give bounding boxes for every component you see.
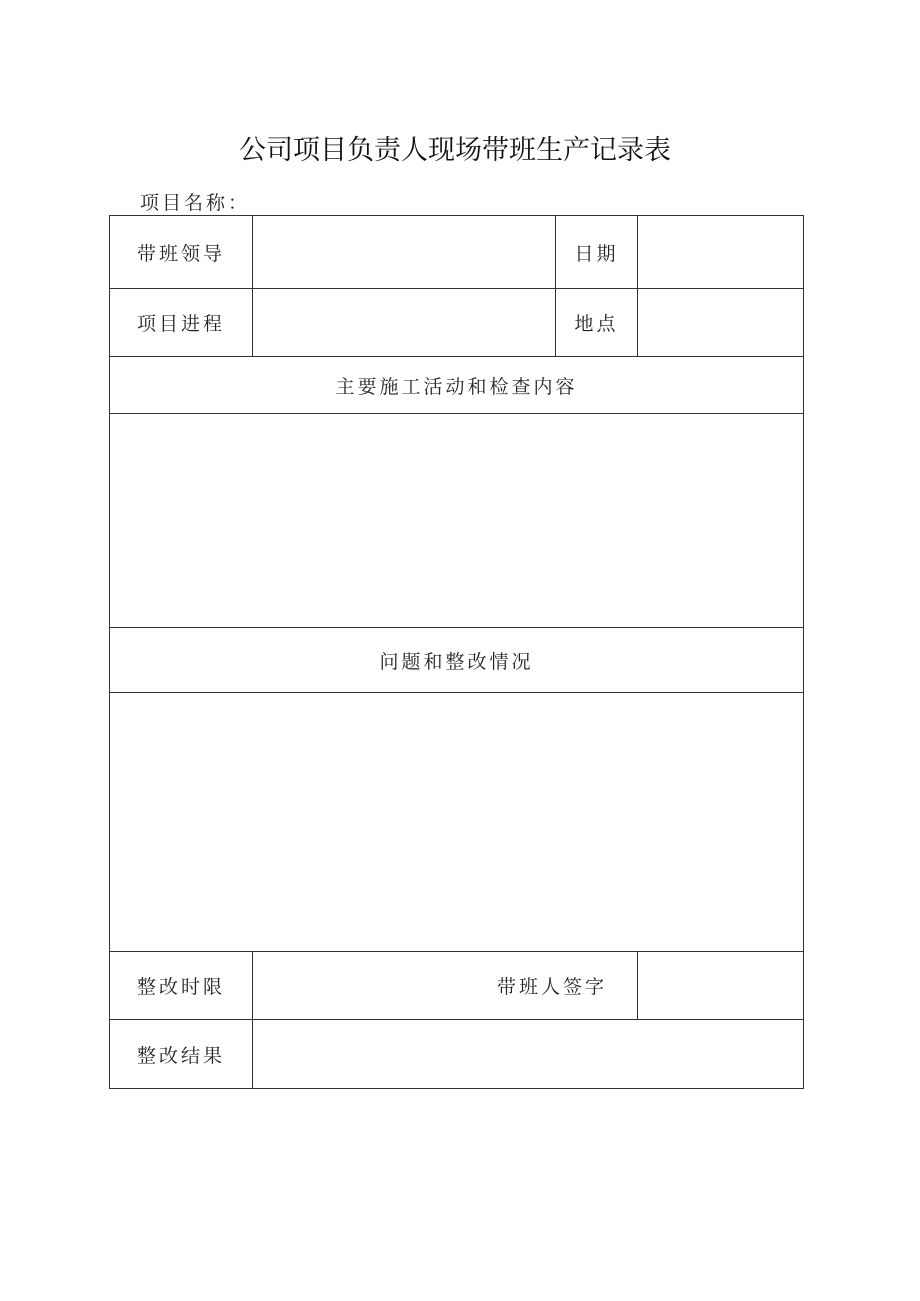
deadline-label: 整改时限 <box>110 952 253 1020</box>
row-progress-location <box>110 289 804 357</box>
project-name-label: 项目名称： <box>140 192 251 214</box>
document-title: 公司项目负责人现场带班生产记录表 <box>239 135 671 166</box>
progress-label: 项目进程 <box>110 289 253 357</box>
row-activities-content <box>110 414 804 628</box>
result-label: 整改结果 <box>110 1020 253 1089</box>
date-field[interactable] <box>638 216 804 289</box>
result-field[interactable] <box>253 1020 804 1089</box>
location-label: 地点 <box>556 289 638 357</box>
row-leader-date <box>110 216 804 289</box>
signature-field[interactable] <box>638 952 804 1020</box>
row-issues-heading <box>110 628 804 693</box>
location-field[interactable] <box>638 289 804 357</box>
row-deadline-signature <box>110 952 804 1020</box>
shift-leader-label: 带班领导 <box>110 216 253 289</box>
row-issues-content <box>110 693 804 952</box>
shift-leader-field[interactable] <box>253 216 556 289</box>
issues-heading: 问题和整改情况 <box>110 628 804 693</box>
date-label: 日期 <box>556 216 638 289</box>
issues-content-field[interactable] <box>110 693 804 952</box>
row-result <box>110 1020 804 1089</box>
row-activities-heading <box>110 357 804 414</box>
activities-content-field[interactable] <box>110 414 804 628</box>
activities-heading: 主要施工活动和检查内容 <box>110 357 804 414</box>
progress-field[interactable] <box>253 289 556 357</box>
record-form-table <box>109 215 804 1089</box>
signature-label: 带班人签字 <box>253 952 638 1020</box>
